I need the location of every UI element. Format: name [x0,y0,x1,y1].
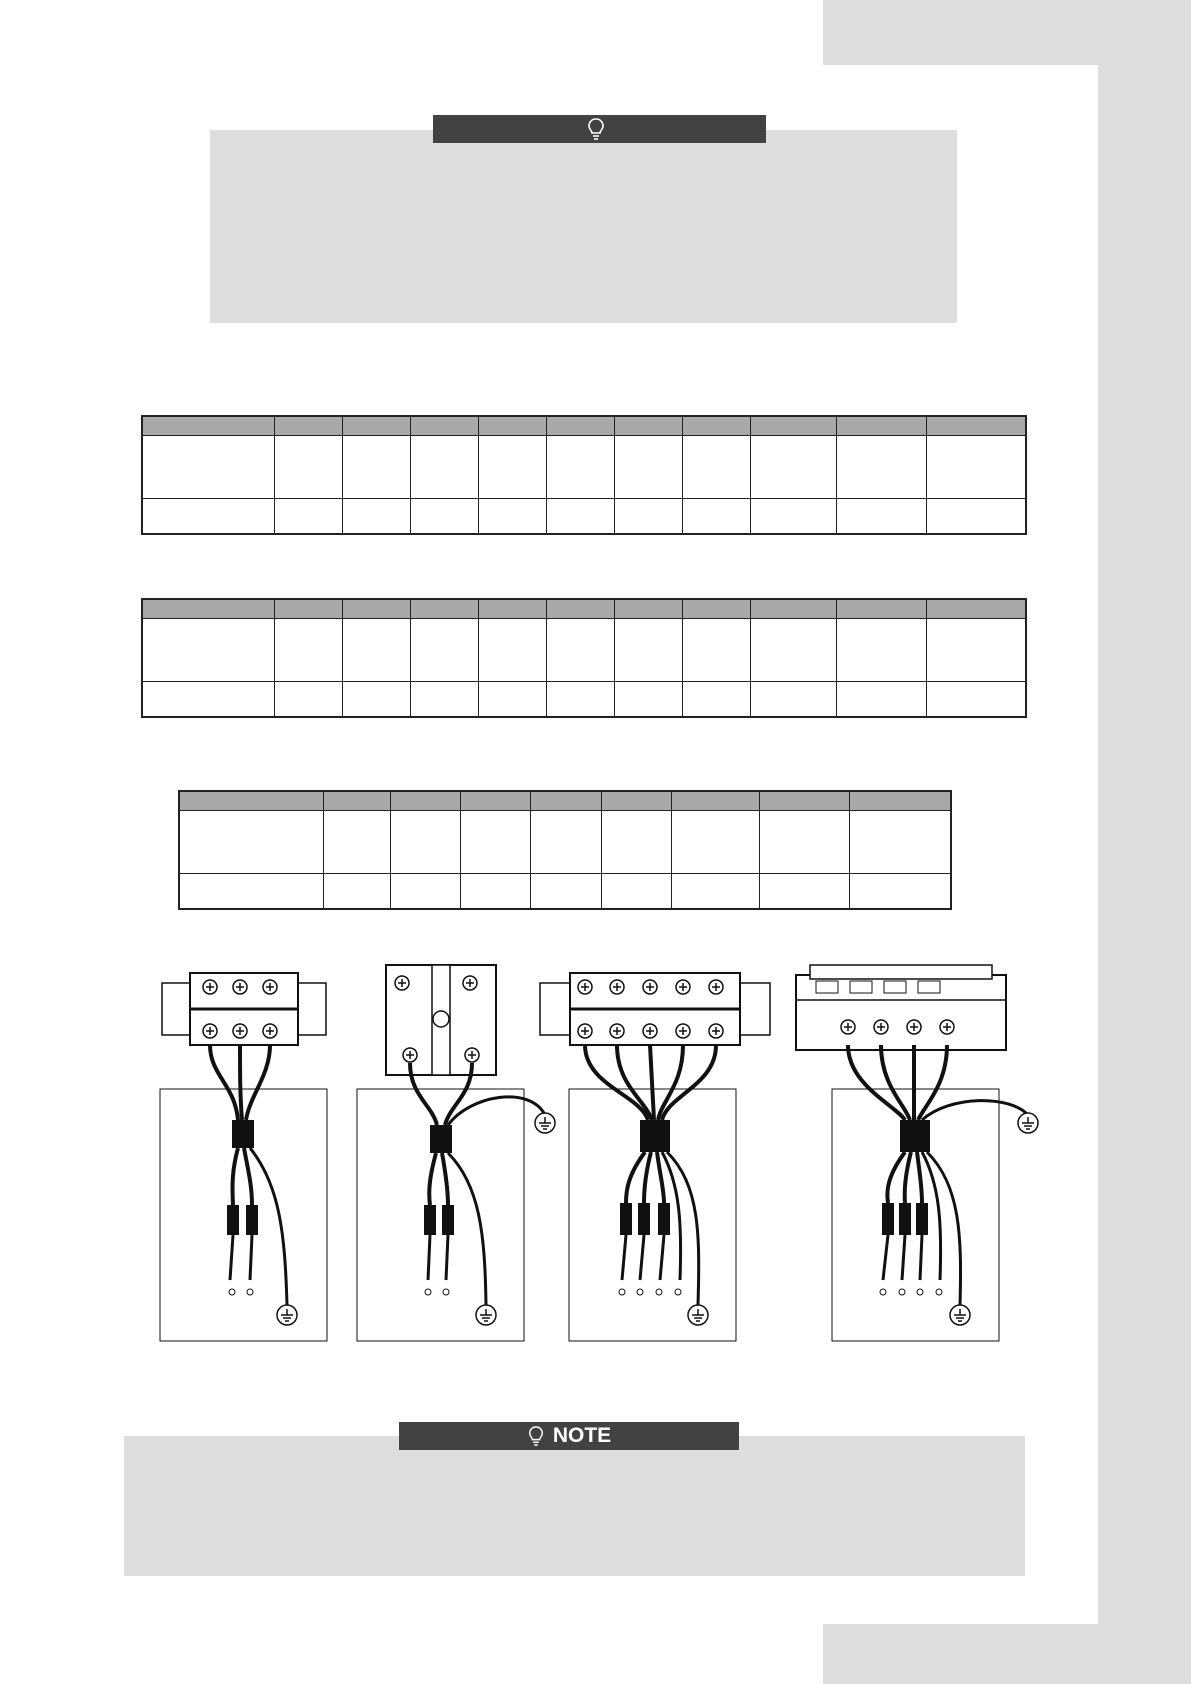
top-note-box [210,130,957,323]
diagram-terminal-2-pole [357,965,555,1341]
table-header-row [179,791,951,811]
lightbulb-icon [527,1425,545,1447]
table-row [142,619,1026,682]
page-side-band [1098,0,1191,1684]
table-row [179,811,951,874]
diagram-terminal-3-pole [160,973,327,1341]
page-side-band-bottom [823,1624,1191,1684]
table-row [179,874,951,910]
spec-table-3 [178,790,952,910]
table-row [142,436,1026,499]
bottom-note-label: NOTE [552,1424,612,1447]
top-note-tab [433,115,766,143]
table-row [142,499,1026,535]
spec-table-1 [141,415,1027,535]
lightbulb-icon [586,117,606,141]
table-row [142,682,1026,718]
table-header-row [142,599,1026,619]
diagram-terminal-breaker [796,965,1038,1341]
bottom-note-tab [399,1422,739,1450]
wiring-diagrams [0,955,1098,1355]
diagram-terminal-5-pole [540,973,770,1341]
bottom-note-box [124,1436,1025,1576]
spec-table-2 [141,598,1027,718]
table-header-row [142,416,1026,436]
